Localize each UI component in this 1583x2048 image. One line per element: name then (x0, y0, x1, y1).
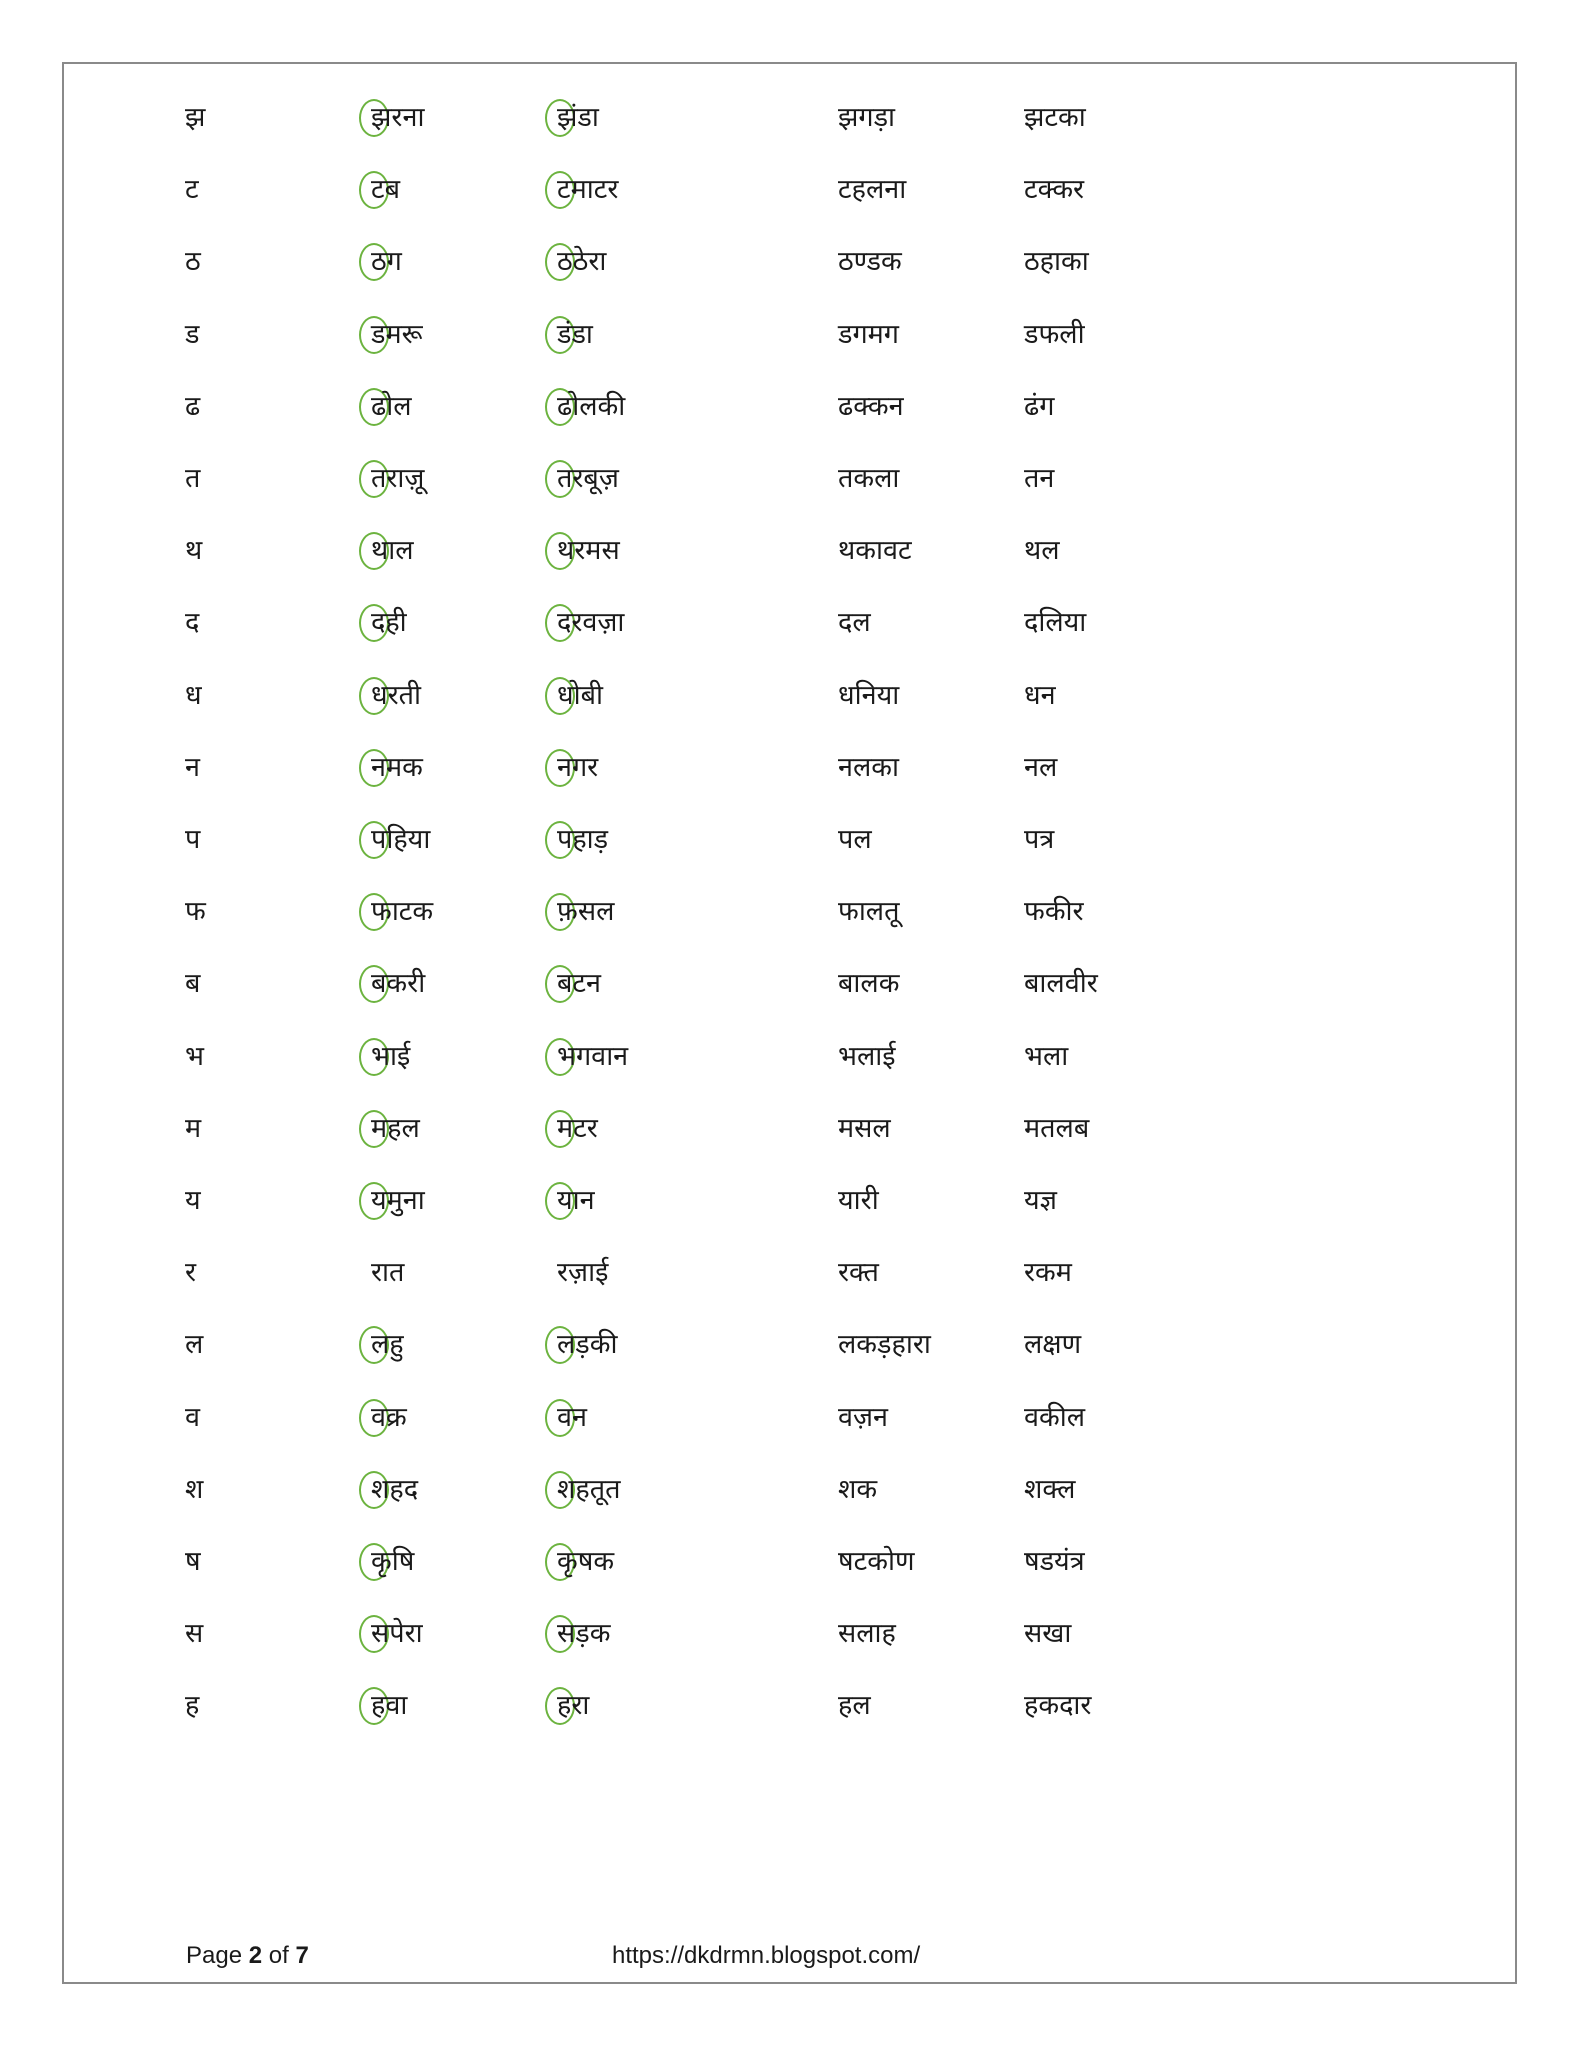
word-text: सखा (1024, 1618, 1072, 1649)
word-text: थाल (371, 535, 414, 566)
word-text: ठण्डक (838, 246, 902, 277)
table-row (0, 154, 1583, 226)
word-cell (838, 515, 912, 587)
word-text: वज़न (838, 1402, 889, 1433)
table-row (0, 515, 1583, 587)
word-cell (371, 1093, 420, 1165)
letter-cell: ष (185, 1546, 201, 1577)
word-text: झटका (1024, 102, 1086, 133)
word-cell (557, 1237, 608, 1309)
word-cell (371, 660, 421, 732)
table-row (0, 443, 1583, 515)
word-text: शक्ल (1024, 1474, 1076, 1505)
word-cell (371, 1526, 414, 1598)
page-of: of (268, 1942, 289, 1969)
word-text: फाटक (371, 896, 434, 927)
table-row (0, 1021, 1583, 1093)
word-cell (838, 226, 902, 298)
word-text: नगर (557, 752, 599, 783)
letter-cell: र (185, 1257, 197, 1288)
word-cell (371, 1454, 418, 1526)
letter-cell: झ (185, 102, 206, 133)
word-cell (1024, 732, 1057, 804)
word-text: सड़क (557, 1618, 611, 1649)
word-text: ढक्कन (838, 391, 904, 422)
word-text: धरती (371, 680, 422, 711)
word-text: थल (1024, 535, 1060, 566)
letter-cell: ध (185, 680, 202, 711)
word-text: शहद (371, 1474, 419, 1505)
word-cell (371, 948, 425, 1020)
word-cell (557, 660, 603, 732)
word-text: फालतू (838, 896, 900, 927)
word-cell (838, 660, 899, 732)
word-cell (557, 1309, 617, 1381)
word-text: थरमस (557, 535, 620, 566)
letter-cell: स (185, 1618, 204, 1649)
word-cell (557, 948, 601, 1020)
table-row (0, 1309, 1583, 1381)
table-row (0, 587, 1583, 659)
word-cell (371, 1598, 423, 1670)
word-cell (371, 1237, 404, 1309)
word-text: लड़की (557, 1329, 618, 1360)
word-cell (1024, 82, 1086, 154)
word-cell (557, 732, 598, 804)
word-cell (371, 1165, 425, 1237)
word-text: यज्ञ (1024, 1185, 1057, 1216)
word-cell (1024, 226, 1089, 298)
word-text: वन (557, 1402, 587, 1433)
word-cell (1024, 1670, 1091, 1742)
word-cell (1024, 299, 1085, 371)
word-cell (557, 82, 599, 154)
letter-cell: थ (185, 535, 203, 566)
word-cell (371, 1670, 407, 1742)
word-cell (1024, 1526, 1085, 1598)
word-text: ढंग (1024, 391, 1055, 422)
letter-cell: फ (185, 896, 206, 927)
word-text: दही (371, 607, 407, 638)
word-text: तन (1024, 463, 1055, 494)
word-cell (1024, 804, 1054, 876)
word-cell (557, 1093, 598, 1165)
word-text: नलका (838, 752, 900, 783)
word-cell (371, 154, 400, 226)
page-label: Page (186, 1942, 243, 1969)
word-text: ढोल (371, 391, 412, 422)
letter-cell: म (185, 1113, 202, 1144)
word-cell (1024, 1021, 1068, 1093)
word-text: ठहाका (1024, 246, 1089, 277)
word-cell (838, 1598, 896, 1670)
table-row (0, 1093, 1583, 1165)
word-cell (557, 515, 620, 587)
word-cell (838, 371, 904, 443)
word-cell (838, 82, 895, 154)
word-cell (557, 1526, 614, 1598)
word-text: पहिया (371, 824, 431, 855)
word-cell (557, 1382, 587, 1454)
word-text: टमाटर (557, 174, 619, 205)
word-text: सलाह (838, 1618, 896, 1649)
word-text: रज़ाई (557, 1257, 609, 1288)
word-text: कृषक (557, 1546, 615, 1577)
word-text: ठठेरा (557, 246, 607, 277)
table-row (0, 732, 1583, 804)
word-text: बकरी (371, 968, 426, 999)
word-cell (1024, 1237, 1072, 1309)
word-text: दलिया (1024, 607, 1087, 638)
word-cell (1024, 1093, 1089, 1165)
letter-cell: न (185, 752, 200, 783)
page-current: 2 (248, 1942, 263, 1969)
table-row (0, 299, 1583, 371)
word-text: षटकोण (838, 1546, 915, 1577)
letter-cell: त (185, 463, 201, 494)
word-cell (1024, 1382, 1085, 1454)
word-text: भलाई (838, 1041, 896, 1072)
word-text: हवा (371, 1690, 408, 1721)
word-cell (1024, 1309, 1081, 1381)
table-row (0, 82, 1583, 154)
word-cell (1024, 443, 1054, 515)
word-cell (557, 226, 606, 298)
word-cell (557, 443, 619, 515)
word-text: शक (838, 1474, 878, 1505)
word-text: धोबी (557, 680, 604, 711)
table-row (0, 948, 1583, 1020)
word-cell (557, 804, 608, 876)
word-cell (371, 299, 423, 371)
word-cell (557, 1454, 620, 1526)
word-text: धन (1024, 680, 1056, 711)
word-cell (557, 299, 593, 371)
word-text: दरवज़ा (557, 607, 625, 638)
word-cell (557, 154, 618, 226)
table-row (0, 1526, 1583, 1598)
word-text: पत्र (1024, 824, 1055, 855)
table-row (0, 371, 1583, 443)
word-cell (1024, 1165, 1057, 1237)
word-text: यमुना (371, 1185, 425, 1216)
word-text: नमक (371, 752, 423, 783)
word-cell (838, 587, 871, 659)
table-row (0, 1237, 1583, 1309)
letter-cell: प (185, 824, 201, 855)
word-text: नल (1024, 752, 1058, 783)
word-text: सपेरा (371, 1618, 423, 1649)
word-text: हकदार (1024, 1690, 1092, 1721)
word-cell (371, 1382, 407, 1454)
letter-cell: ठ (185, 246, 201, 277)
word-cell (1024, 154, 1084, 226)
word-text: बालवीर (1024, 968, 1098, 999)
word-text: लकड़हारा (838, 1329, 931, 1360)
word-cell (838, 1382, 888, 1454)
word-text: बालक (838, 968, 900, 999)
word-text: फकीर (1024, 896, 1084, 927)
letter-cell: भ (185, 1041, 204, 1072)
word-text: वक्र (371, 1402, 407, 1433)
letter-cell: ल (185, 1329, 204, 1360)
page-total: 7 (295, 1942, 309, 1969)
page-number (186, 1938, 309, 1974)
word-cell (838, 443, 899, 515)
word-text: तकला (838, 463, 900, 494)
word-text: पहाड़ (557, 824, 609, 855)
word-cell (838, 948, 899, 1020)
word-cell (838, 876, 900, 948)
word-cell (1024, 515, 1060, 587)
word-text: मसल (838, 1113, 891, 1144)
word-cell (838, 1309, 931, 1381)
word-cell (1024, 660, 1056, 732)
word-cell (371, 226, 402, 298)
table-row (0, 1598, 1583, 1670)
word-text: यान (557, 1185, 595, 1216)
word-cell (838, 1454, 877, 1526)
word-text: दल (838, 607, 871, 638)
footer-url[interactable]: https://dkdrmn.blogspot.com/ (612, 1942, 921, 1969)
word-cell (371, 1309, 404, 1381)
word-cell (1024, 1598, 1071, 1670)
word-text: झगड़ा (838, 102, 896, 133)
word-text: फ़सल (557, 896, 615, 927)
word-cell (557, 1598, 610, 1670)
word-text: हरा (557, 1690, 590, 1721)
table-row (0, 226, 1583, 298)
word-text: महल (371, 1113, 420, 1144)
word-text: ठग (371, 246, 402, 277)
word-text: झंडा (557, 102, 599, 133)
word-cell (557, 1021, 628, 1093)
word-text: डंडा (557, 319, 593, 350)
word-text: ढोलकी (557, 391, 626, 422)
word-text: षडयंत्र (1024, 1546, 1085, 1577)
table-row (0, 660, 1583, 732)
word-text: टब (371, 174, 401, 205)
word-cell (371, 515, 414, 587)
word-text: रात (371, 1257, 405, 1288)
word-text: लक्षण (1024, 1329, 1082, 1360)
word-cell (371, 371, 412, 443)
word-text: पल (838, 824, 872, 855)
word-cell (838, 732, 899, 804)
word-text: बटन (557, 968, 602, 999)
letter-cell: य (185, 1185, 201, 1216)
table-row (0, 1165, 1583, 1237)
word-cell (838, 804, 872, 876)
word-text: रकम (1024, 1257, 1072, 1288)
word-text: यारी (838, 1185, 879, 1216)
word-cell (1024, 587, 1086, 659)
word-cell (371, 443, 424, 515)
word-cell (838, 1237, 879, 1309)
word-text: तरबूज़ (557, 463, 619, 494)
word-text: थकावट (838, 535, 912, 566)
word-cell (838, 1165, 879, 1237)
letter-cell: ट (185, 174, 199, 205)
word-text: भला (1024, 1041, 1069, 1072)
word-cell (371, 804, 430, 876)
letter-cell: ब (185, 968, 201, 999)
word-cell (838, 154, 906, 226)
letter-cell: ढ (185, 391, 201, 422)
word-cell (838, 1021, 896, 1093)
word-cell (371, 587, 407, 659)
word-text: टहलना (838, 174, 907, 205)
word-cell (557, 371, 625, 443)
word-cell (371, 876, 433, 948)
word-text: मटर (557, 1113, 598, 1144)
word-text: भाई (371, 1041, 411, 1072)
word-cell (1024, 876, 1084, 948)
word-text: धनिया (838, 680, 900, 711)
word-text: कृषि (371, 1546, 415, 1577)
word-text: रक्त (838, 1257, 879, 1288)
word-cell (838, 1093, 891, 1165)
word-text: डफली (1024, 319, 1085, 350)
word-cell (1024, 1454, 1075, 1526)
word-text: टक्कर (1024, 174, 1085, 205)
word-cell (371, 1021, 410, 1093)
word-text: लहु (371, 1329, 404, 1360)
table-row (0, 1454, 1583, 1526)
word-text: मतलब (1024, 1113, 1090, 1144)
letter-cell: व (185, 1402, 201, 1433)
word-text: हल (838, 1690, 871, 1721)
word-text: भगवान (557, 1041, 629, 1072)
table-row (0, 876, 1583, 948)
table-row (0, 1382, 1583, 1454)
word-cell (1024, 948, 1098, 1020)
word-cell (838, 299, 899, 371)
word-cell (371, 732, 423, 804)
word-cell (371, 82, 424, 154)
word-text: शहतूत (557, 1474, 621, 1505)
word-text: तराज़ू (371, 463, 425, 494)
letter-cell: ह (185, 1690, 200, 1721)
word-text: झरना (371, 102, 425, 133)
word-cell (557, 1165, 595, 1237)
letter-cell: श (185, 1474, 204, 1505)
word-text: डमरू (371, 319, 423, 350)
word-cell (557, 876, 614, 948)
word-text: वकील (1024, 1402, 1086, 1433)
word-cell (838, 1670, 871, 1742)
letter-cell: ड (185, 319, 200, 350)
letter-cell: द (185, 607, 200, 638)
word-cell (1024, 371, 1054, 443)
table-row (0, 1670, 1583, 1742)
table-row (0, 804, 1583, 876)
word-cell (557, 587, 624, 659)
word-cell (838, 1526, 914, 1598)
word-cell (557, 1670, 589, 1742)
word-text: डगमग (838, 319, 899, 350)
